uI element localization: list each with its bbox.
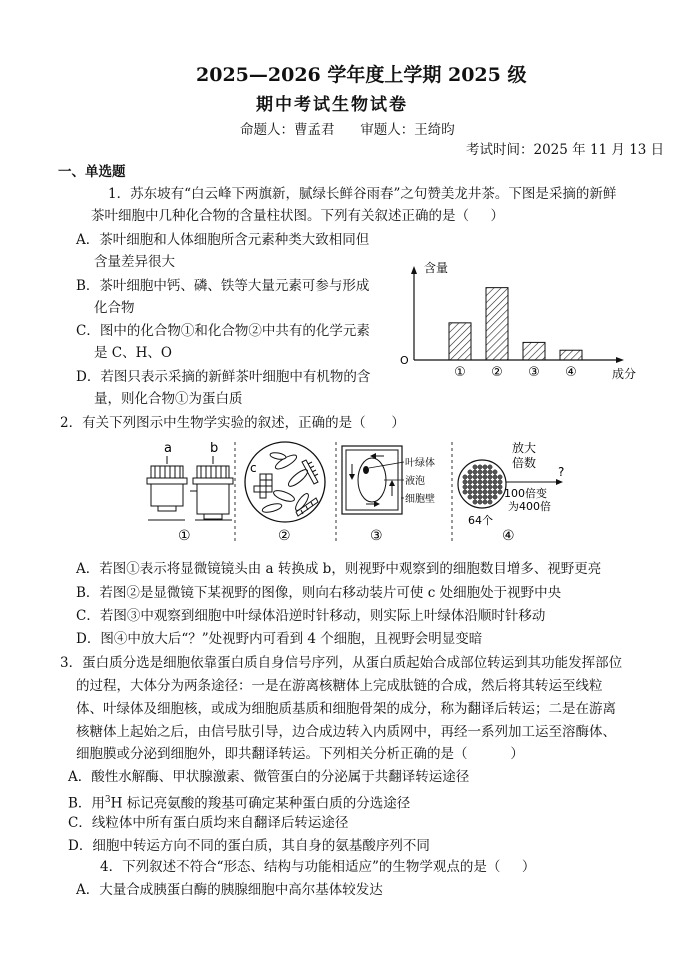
exam-subtitle: 期中考试生物试卷 — [256, 95, 408, 115]
cell-dot — [473, 475, 477, 479]
q2-figure-1-objective-lenses — [130, 436, 240, 546]
cell-dot — [488, 485, 492, 489]
label-vacuole: 液泡 — [405, 476, 425, 487]
cell-dot — [483, 480, 487, 484]
cell-c-label: c — [250, 461, 257, 475]
cell-dot — [483, 485, 487, 489]
q1-option-b-line1: B．茶叶细胞中钙、磷、铁等大量元素可参与形成 — [76, 278, 370, 294]
cell-dot — [463, 475, 467, 479]
cell-dot — [473, 480, 477, 484]
bar-2 — [486, 288, 508, 360]
cell-dot — [468, 495, 472, 499]
cell-dot — [463, 480, 467, 484]
q2-figure-2-microscope-field — [236, 440, 334, 546]
figure-2-number: ② — [278, 528, 291, 544]
magnify-text-4: 为400倍 — [508, 500, 551, 513]
x-axis-label: 成分 — [612, 367, 637, 381]
cell-dot — [468, 475, 472, 479]
cell-dot — [473, 495, 477, 499]
cell-dot — [468, 485, 472, 489]
y-axis-label: 含量 — [424, 261, 449, 275]
cell-dot — [463, 490, 467, 494]
cell-dot — [498, 480, 502, 484]
cell-dot — [483, 495, 487, 499]
cell-dot — [498, 475, 502, 479]
cell-dot — [493, 470, 497, 474]
y-axis-arrow — [411, 266, 417, 274]
cell-dot — [473, 470, 477, 474]
category-label-1: ① — [454, 365, 466, 380]
q3-stem-line2: 的过程，大体分为两条途径：一是在游离核糖体上完成肽链的合成，然后将其转运至线粒 — [76, 678, 603, 694]
cell-dot — [483, 490, 487, 494]
chloroplast — [363, 466, 369, 474]
cell-dot — [483, 470, 487, 474]
cell-dot — [478, 500, 482, 504]
cell-dot — [473, 485, 477, 489]
cell-dot — [483, 465, 487, 469]
cell-dot — [473, 490, 477, 494]
cell-dot — [488, 475, 492, 479]
cell-dot — [488, 465, 492, 469]
exam-title: 2025—2026 学年度上学期 2025 级 — [196, 64, 527, 86]
vacuole — [358, 458, 386, 502]
q3-stem-line4: 核糖体上起始之后，由信号肽引导，边合成边转入内质网中，再经一系列加工运至溶酶体、 — [76, 724, 616, 740]
q2-option-c: C．若图③中观察到细胞中叶绿体沿逆时针移动，则实际上叶绿体沿顺时针移动 — [76, 608, 546, 624]
bar-3 — [523, 342, 545, 360]
origin-label: O — [400, 354, 409, 367]
q2-option-a: A．若图①表示将显微镜镜头由 a 转换成 b，则视野中观察到的细胞数目增多、视野更亮 — [76, 561, 602, 577]
cell-dot — [493, 495, 497, 499]
figure-3-number: ③ — [370, 528, 383, 544]
cell-dot — [488, 490, 492, 494]
q1-option-d-line1: D．若图只表示采摘的新鲜茶叶细胞中有机物的含 — [76, 369, 371, 385]
cell-dot — [468, 470, 472, 474]
exam-authors: 命题人：曹孟君 审题人：王绮昀 — [240, 122, 455, 138]
q1-option-a-line1: A．茶叶细胞和人体细胞所含元素种类大致相同但 — [76, 232, 370, 248]
cell-dot — [488, 495, 492, 499]
q1-option-c-line2: 是 C、H、O — [94, 345, 172, 361]
q1-option-b-line2: 化合物 — [94, 300, 135, 316]
q1-stem-line2: 茶叶细胞中几种化合物的含量柱状图。下列有关叙述正确的是（ ） — [91, 208, 504, 224]
q3-option-b: B．用$^3$H 标记亮氨酸的羧基可确定某种蛋白质的分选途径 — [68, 795, 411, 812]
cell-dot — [483, 500, 487, 504]
cell-dot — [478, 485, 482, 489]
magnify-text-3: 100倍变 — [504, 487, 547, 500]
q1-option-c-line1: C．图中的化合物①和化合物②中共有的化学元素 — [76, 323, 370, 339]
cell-dot — [493, 475, 497, 479]
cell-dot — [488, 500, 492, 504]
x-axis-arrow — [616, 357, 624, 363]
lens-a-label: a — [164, 441, 172, 456]
cell-dot — [493, 485, 497, 489]
cell-dot — [498, 490, 502, 494]
q4-option-a: A．大量合成胰蛋白酶的胰腺细胞中高尔基体较发达 — [76, 882, 383, 898]
cell-dot — [488, 480, 492, 484]
cell-dot — [478, 470, 482, 474]
label-chloroplast: 叶绿体 — [405, 458, 435, 469]
cell-dot — [468, 490, 472, 494]
cell-dot — [493, 480, 497, 484]
chart-axes — [411, 266, 624, 363]
compound-content-bar-chart — [390, 250, 640, 385]
q2-option-b: B．若图②是显微镜下某视野的图像，则向右移动装片可使 c 处细胞处于视野中央 — [76, 585, 562, 601]
cell-dot — [488, 470, 492, 474]
q2-figure-4-magnification — [454, 436, 574, 546]
cell-dot — [498, 485, 502, 489]
cell-count-label: 64个 — [468, 514, 493, 527]
q3-option-d: D．细胞中转运方向不同的蛋白质，其自身的氨基酸序列不同 — [68, 838, 430, 854]
cell-dot — [493, 490, 497, 494]
cell-dot — [483, 475, 487, 479]
q3-option-c: C．线粒体中所有蛋白质均来自翻译后转运途径 — [68, 815, 349, 831]
q3-stem-line5: 细胞膜或分泌到细胞外，即共翻译转运。下列相关分析正确的是（ ） — [76, 746, 524, 762]
exam-time: 考试时间：2025 年 11 月 13 日 — [466, 142, 665, 158]
q2-stem: 2．有关下列图示中生物学实验的叙述，正确的是（ ） — [60, 415, 405, 431]
q3-stem-line1: 3．蛋白质分选是细胞依靠蛋白质自身信号序列，从蛋白质起始合成部位转运到其功能发挥部位 — [60, 655, 623, 671]
label-cell-wall: 细胞壁 — [405, 494, 435, 505]
cell-dot — [478, 495, 482, 499]
cell-dot — [478, 480, 482, 484]
lens-b-label: b — [210, 441, 219, 456]
cell-dot — [473, 500, 477, 504]
q3-option-a: A．酸性水解酶、甲状腺激素、微管蛋白的分泌属于共翻译转运途径 — [68, 769, 470, 785]
category-label-3: ③ — [528, 365, 540, 380]
bar-1 — [449, 323, 471, 360]
q1-option-d-line2: 量，则化合物①为蛋白质 — [94, 391, 243, 407]
category-label-2: ② — [491, 365, 503, 380]
cell-dot — [478, 465, 482, 469]
magnify-text-1: 放大 — [512, 441, 537, 455]
bar-4 — [560, 350, 582, 360]
q1-option-a-line2: 含量差异很大 — [94, 254, 175, 270]
q4-stem: 4．下列叙述不符合“形态、结构与功能相适应”的生物学观点的是（ ） — [100, 859, 536, 875]
lens-b — [193, 466, 233, 519]
cell-dot — [478, 475, 482, 479]
section-title: 一、单选题 — [58, 164, 126, 180]
q2-figure-3-cytoplasmic-streaming — [338, 440, 450, 546]
figure-1-number: ① — [178, 528, 191, 544]
unknown-question-mark: ? — [558, 465, 565, 479]
cell-dot — [478, 490, 482, 494]
figure-4-number: ④ — [502, 528, 515, 544]
q2-option-d: D．图④中放大后“？”处视野内可看到 4 个细胞，且视野会明显变暗 — [76, 631, 483, 647]
lens-a — [147, 466, 187, 511]
magnify-text-2: 倍数 — [512, 456, 537, 470]
q3-stem-line3: 体、叶绿体及细胞核，或成为细胞质基质和细胞骨架的成分，称为翻译后转运；二是在游离 — [76, 701, 616, 717]
cell-dot — [473, 465, 477, 469]
cell-dot — [468, 480, 472, 484]
cell-dot — [463, 485, 467, 489]
q1-stem-line1: 1．苏东坡有“白云峰下两旗新，腻绿长鲜谷雨春”之句赞美龙井茶。下图是采摘的新鲜 — [108, 186, 617, 202]
category-label-4: ④ — [565, 365, 577, 380]
